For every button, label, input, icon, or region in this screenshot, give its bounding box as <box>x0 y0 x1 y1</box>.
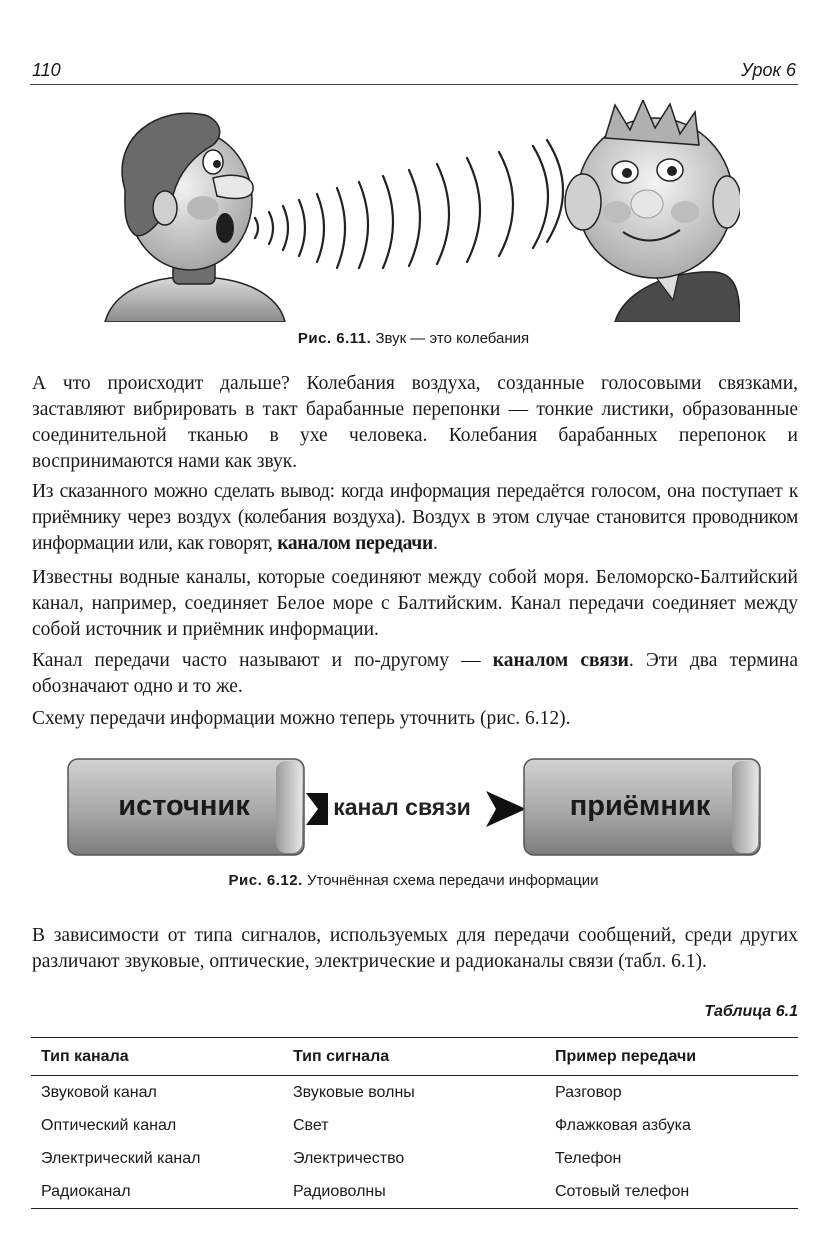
table-cell: Электричество <box>293 1149 405 1167</box>
term-transmission-channel: каналом передачи <box>277 533 433 554</box>
paragraph-communication-channel-text: Канал передачи часто называют и по-другому — <box>32 650 493 671</box>
table-row <box>31 1142 798 1175</box>
table-cell: Сотовый телефон <box>555 1182 690 1200</box>
table-cell: Звуковой канал <box>41 1083 157 1101</box>
table-row <box>31 1109 798 1142</box>
figure-6-11-caption <box>0 330 827 347</box>
table-cell: Оптический канал <box>41 1116 177 1134</box>
column-header-signal-type: Тип сигнала <box>293 1047 390 1065</box>
paragraph-communication-channel <box>32 648 798 700</box>
paragraph-transmission-channel <box>32 479 798 557</box>
page-number: 110 <box>32 60 61 80</box>
lesson-title: Урок 6 <box>741 60 796 80</box>
paragraph-communication-channel-end: . Эти два термина обозначают одно и то же. <box>32 650 798 697</box>
table-cell: Флажковая азбука <box>555 1116 691 1134</box>
source-box <box>68 759 304 855</box>
column-header-channel-type: Тип канала <box>41 1047 129 1065</box>
table-cell: Телефон <box>555 1149 622 1167</box>
table-cell: Свет <box>293 1116 329 1134</box>
source-label: источник <box>118 790 250 822</box>
receiver-label: приёмник <box>569 790 711 822</box>
table-row <box>31 1175 798 1208</box>
arrow-tail-icon <box>306 793 328 825</box>
column-header-example: Пример передачи <box>555 1047 697 1065</box>
running-header <box>30 58 798 85</box>
paragraph-transmission-channel-text: Из сказанного можно сделать вывод: когда информация передаётся голосом, она поступает к приёмнику через воздух (колебания воздуха). Воздух в этом случае становится проводником информации или, как говорят, <box>32 481 798 554</box>
paragraph-water-channels: Известны водные каналы, которые соединяют между собой моря. Беломорско-Балтийский канал, например, соединяет Белое море с Балтийским. Канал передачи соединяет между собой источник и приёмник информации. <box>32 567 798 640</box>
figure-6-12-caption <box>0 872 827 889</box>
paragraph-sound-perception: А что происходит дальше? Колебания воздуха, созданные голосовыми связками, заставляют вибрировать в такт барабанные перепонки — тонкие листики, образованные соединительной тканью в ухе человека. Колебания барабанных перепонок и воспринимаются нами как звук. <box>32 373 798 472</box>
paragraph-transmission-channel-end: . <box>432 533 438 554</box>
table-header-row <box>31 1038 798 1076</box>
table-cell: Электрический канал <box>41 1149 201 1167</box>
sound-illustration <box>95 100 740 322</box>
table-row <box>31 1076 798 1109</box>
receiver-box <box>524 759 760 855</box>
channel-label: канал связи <box>333 794 471 820</box>
table-title: Таблица 6.1 <box>704 1003 798 1020</box>
table-cell: Звуковые волны <box>293 1083 415 1101</box>
figure-6-11-label: Рис. 6.11. <box>297 330 372 347</box>
channel-types-table <box>31 1037 798 1209</box>
figure-6-12-label: Рис. 6.12. <box>228 872 303 889</box>
paragraph-scheme-reference: Схему передачи информации можно теперь уточнить (рис. 6.12). <box>32 708 571 729</box>
table-cell: Радиоканал <box>41 1182 131 1200</box>
table-cell: Разговор <box>555 1083 622 1101</box>
arrow-head-icon <box>486 791 526 827</box>
term-communication-channel: каналом связи <box>492 650 629 671</box>
figure-6-11-text: Звук — это колебания <box>371 330 530 347</box>
paragraph-channel-types: В зависимости от типа сигналов, используемых для передачи сообщений, среди других различают звуковые, оптические, электрические и радиоканалы связи (табл. 6.1). <box>32 925 798 972</box>
figure-6-12-text: Уточнённая схема передачи информации <box>302 872 599 889</box>
transmission-scheme <box>66 755 762 865</box>
table-cell: Радиоволны <box>293 1182 386 1200</box>
